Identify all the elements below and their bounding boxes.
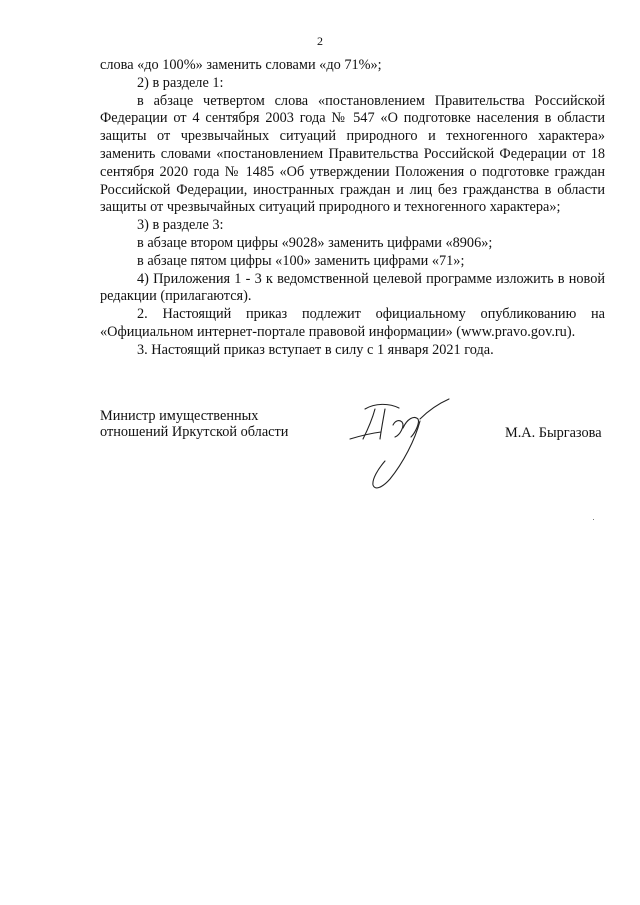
page-number: 2: [317, 34, 323, 48]
signatory-title-line: отношений Иркутской области: [100, 423, 289, 440]
signatory-title: [100, 409, 288, 440]
paragraph: в абзаце втором цифры «9028» заменить цифрами «8906»;: [137, 234, 493, 251]
paragraph: в абзаце пятом цифры «100» заменить цифрами «71»;: [137, 252, 465, 269]
paragraph: 4) Приложения 1 - 3 к ведомственной целевой программе изложить в новой редакции (прилагаются).: [100, 270, 605, 305]
document-body: [100, 57, 605, 360]
paragraph: в абзаце четвертом слова «постановлением Правительства Российской Федерации от 4 сентября 2003 года № 547 «О подготовке населения в области защиты от чрезвычайных ситуаций природного и техногенного характера» заменить словами «постановлением Правительства Российской Федерации от 18 сентября 2020 года № 1485 «Об утверждении Положения о подготовке граждан Российской Федерации, иностранных граждан и лиц без гражданства в области защиты от чрезвычайных ситуаций природного и техногенного характера»;: [100, 92, 605, 216]
signatory-title-line: Министр имущественных: [100, 408, 259, 424]
paragraph: 2) в разделе 1:: [137, 74, 224, 91]
scan-speck: [593, 519, 594, 520]
paragraph: 3. Настоящий приказ вступает в силу с 1 января 2021 года.: [137, 341, 494, 358]
paragraph: слова «до 100%» заменить словами «до 71%»;: [100, 57, 382, 73]
paragraph: 2. Настоящий приказ подлежит официальному опубликованию на «Официальном интернет-портале правовой информации» (www.pravo.gov.ru).: [100, 306, 605, 340]
signatory-name: М.А. Быргазова: [505, 425, 602, 441]
handwritten-signature: [345, 395, 455, 495]
paragraph: 3) в разделе 3:: [137, 217, 224, 234]
